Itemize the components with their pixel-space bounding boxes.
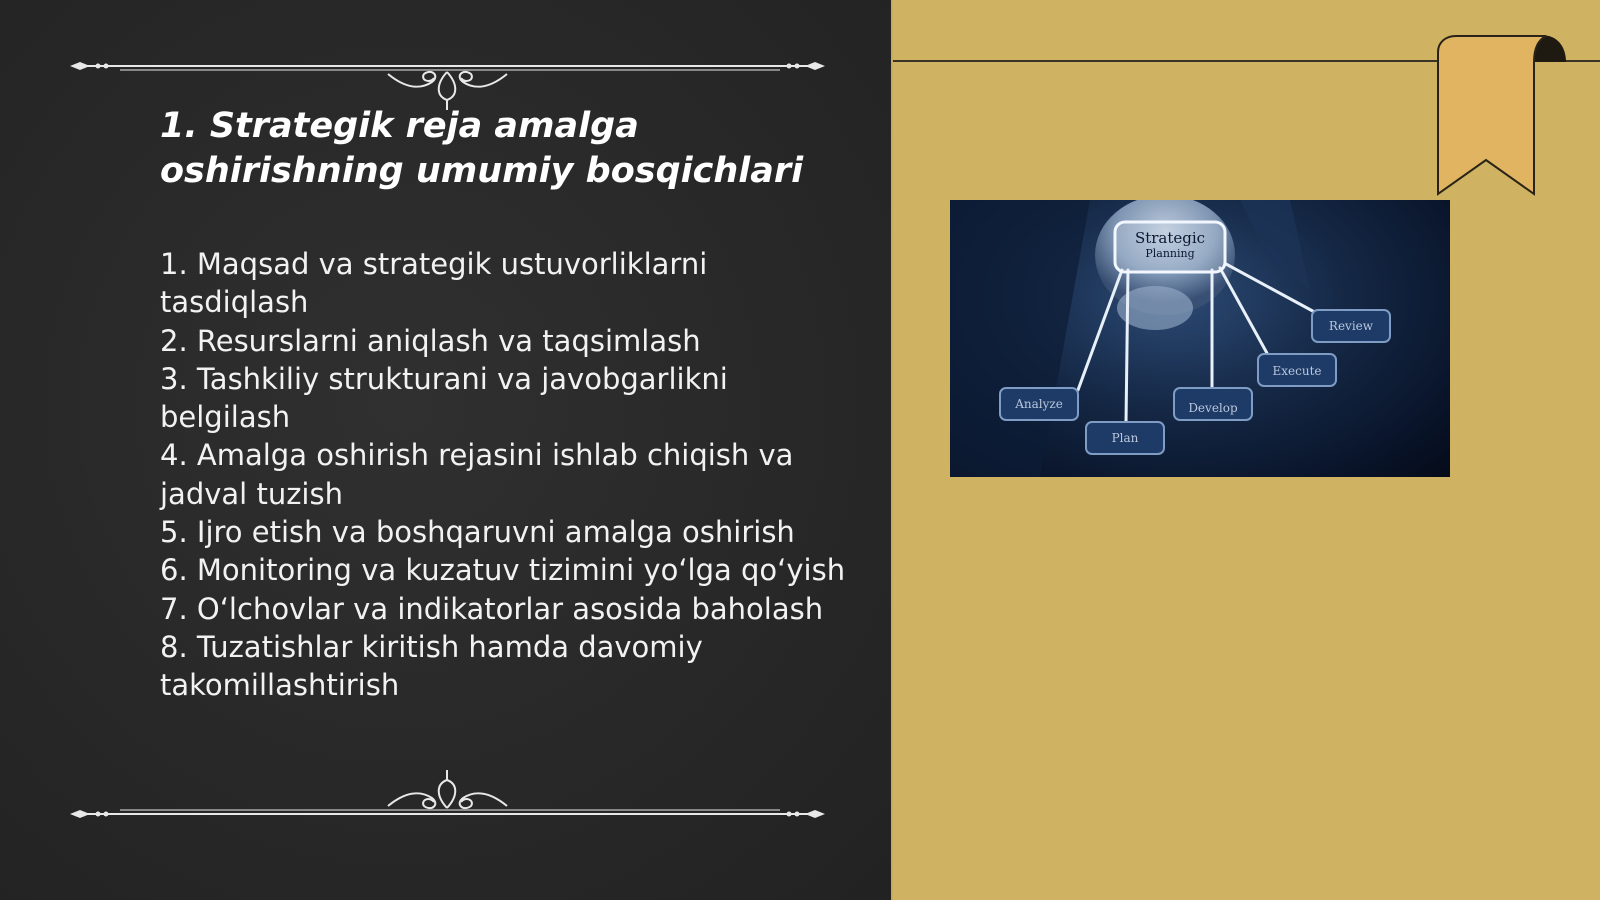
list-item: 8. Tuzatishlar kiritish hamda davomiy takomillashtirish xyxy=(160,629,703,703)
list-item: 1. Maqsad va strategik ustuvorliklarni tasdiqlash xyxy=(160,247,708,320)
list-item: 3. Tashkiliy strukturani va javobgarlikni belgilash xyxy=(160,361,728,435)
ornament-divider-icon xyxy=(60,770,835,830)
list-item: 2. Resurslarni aniqlash va taqsimlash xyxy=(160,323,701,358)
center-sublabel: Planning xyxy=(1145,247,1195,260)
node-label: Develop xyxy=(1188,401,1238,415)
list-item: 6. Monitoring va kuzatuv tizimini yo‘lga qo‘yish xyxy=(160,553,846,588)
list-item: 7. O‘lchovlar va indikatorlar asosida baholash xyxy=(160,591,824,626)
bookmark-icon xyxy=(1436,34,1596,204)
node-label: Execute xyxy=(1272,364,1322,378)
steps-list xyxy=(160,245,850,705)
ornament-divider-icon xyxy=(60,50,835,110)
node-label: Review xyxy=(1328,319,1374,333)
node-label: Plan xyxy=(1111,431,1139,445)
center-label: Strategic xyxy=(1134,229,1206,247)
list-item: 5. Ijro etish va boshqaruvni amalga oshirish xyxy=(160,515,795,550)
list-item: 4. Amalga oshirish rejasini ishlab chiqish va jadval tuzish xyxy=(160,438,794,511)
node-label: Analyze xyxy=(1015,397,1063,411)
strategic-planning-photo xyxy=(950,200,1450,477)
slide-title: 1. Strategik reja amalga oshirishning umumiy bosqichlari xyxy=(160,106,804,191)
